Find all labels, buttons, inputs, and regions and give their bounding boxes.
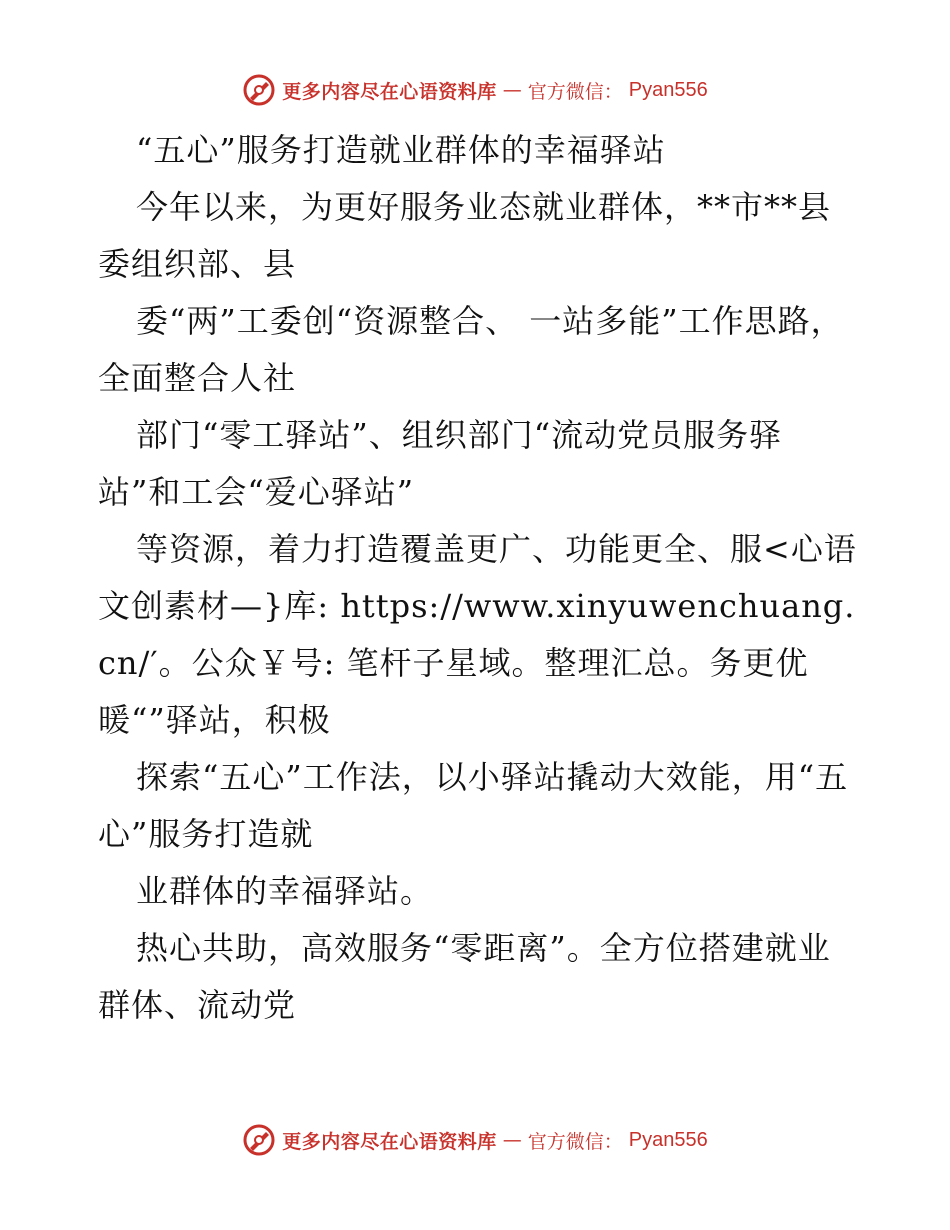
paragraph-line: www.xinyuwenchuang.cn/′。公众￥号: 笔杆子星: [98, 587, 856, 682]
footer-banner: [0, 1120, 950, 1160]
banner-separator: —: [502, 1129, 522, 1151]
paragraph-line: 委“两”工委创“资源整合、 一站多能”工作: [136, 302, 745, 340]
banner-contact-id: Pyan556: [628, 1128, 708, 1151]
pen-logo-icon: [242, 73, 276, 107]
paragraph-line: 今年以来，为更好服务业态就业群体，**市**县: [136, 188, 832, 226]
banner-contact-id: Pyan556: [628, 78, 708, 101]
document-title: “五心”服务打造就业群体的幸福驿站: [136, 131, 666, 169]
paragraph: [98, 521, 858, 749]
paragraph-line: 站”和工会“爱心驿站”: [98, 473, 415, 511]
paragraph: [98, 179, 858, 293]
document-body: [98, 122, 858, 1034]
paragraph: [98, 293, 858, 407]
pen-logo-icon: [242, 1123, 276, 1157]
paragraph-line: 部门“零工驿站”、组织部门“流动党员服务驿: [136, 416, 783, 454]
banner-brand: 更多内容尽在心语资料库: [282, 80, 497, 103]
banner-contact-label: 官方微信：: [527, 1130, 623, 1153]
banner-contact-label: 官方微信：: [527, 80, 623, 103]
paragraph-line: 用“五心”服务打造就: [98, 758, 849, 853]
paragraph-line: 等资源，着力打造覆盖更广、功能更全、服<心: [136, 530, 824, 568]
banner-separator: —: [502, 79, 522, 101]
header-banner: [0, 70, 950, 110]
paragraph-line: 热心共助，高效服务“零距离”。全方位搭建就: [136, 929, 798, 967]
paragraph-line: 委组织部、县: [98, 245, 297, 283]
paragraph-line: 业群体的幸福驿站。: [136, 872, 434, 910]
paragraph: [98, 749, 858, 863]
banner-brand: 更多内容尽在心语资料库: [282, 1130, 497, 1153]
paragraph-line: 业群体、流动党: [98, 929, 831, 1024]
paragraph: [98, 863, 858, 920]
paragraph-line: 语文创素材—}库: https://: [98, 530, 857, 625]
paragraph-line: 域。整理汇总。务更优暖“”驿站，积极: [98, 644, 809, 739]
paragraph-line: 探索“五心”工作法，以小驿站撬动大效能，: [136, 758, 765, 796]
paragraph-line: 思路，全面整合人社: [98, 302, 844, 397]
paragraph: [98, 920, 858, 1034]
paragraph: [98, 407, 858, 521]
